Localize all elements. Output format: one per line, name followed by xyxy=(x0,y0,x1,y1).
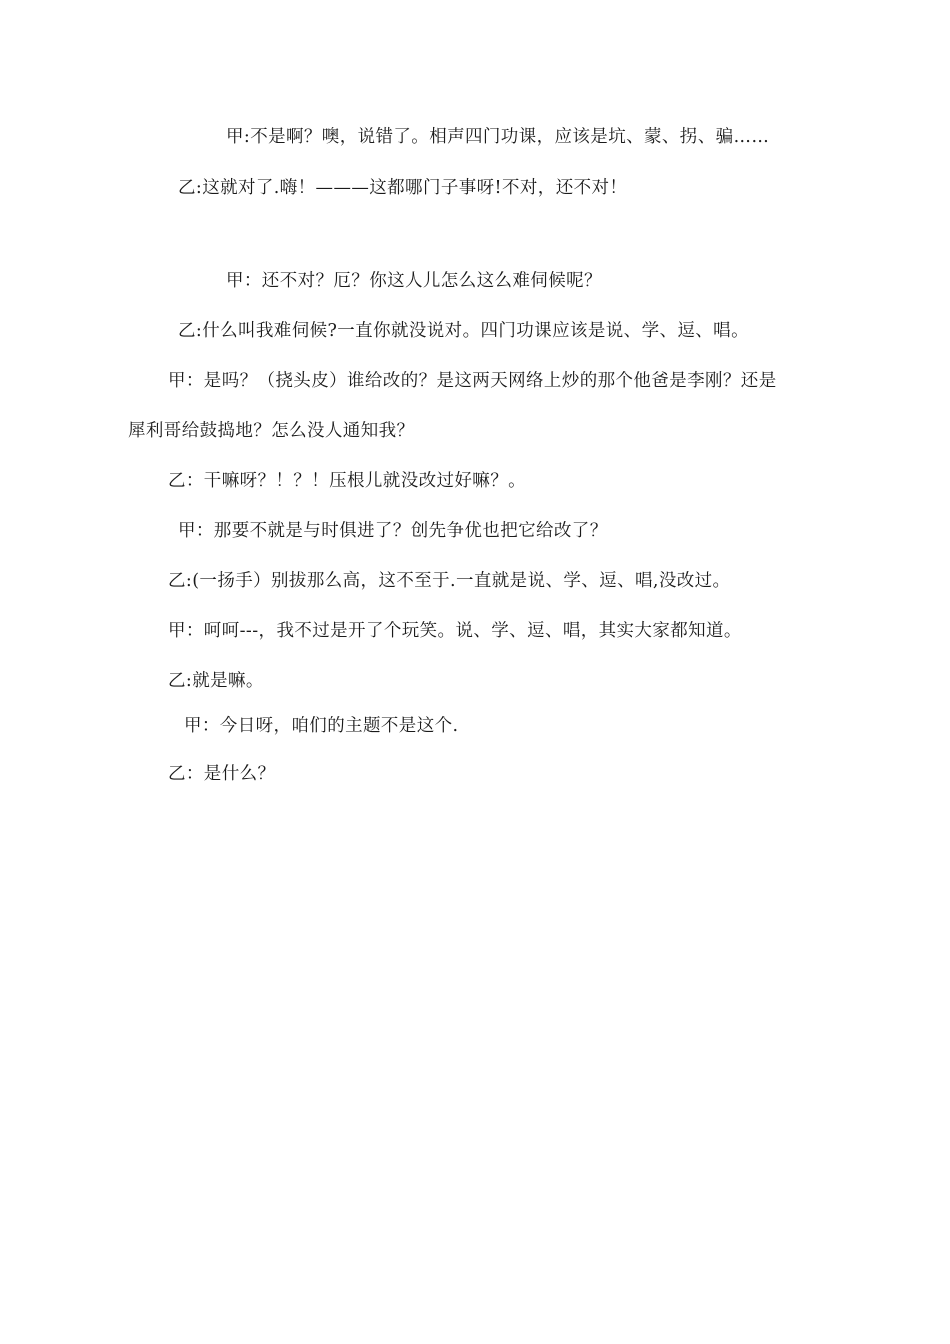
dialogue-line: 乙:这就对了.嗨！———这都哪门子事呀!不对，还不对！ xyxy=(178,178,628,198)
dialogue-line-continuation: 犀利哥给鼓捣地？怎么没人通知我？ xyxy=(128,421,415,441)
dialogue-line: 乙:(一扬手）别拔那么高，这不至于.一直就是说、学、逗、唱,没改过。 xyxy=(168,571,731,591)
dialogue-line: 甲：呵呵---，我不过是开了个玩笑。说、学、逗、唱，其实大家都知道。 xyxy=(168,621,742,641)
dialogue-line: 乙：是什么？ xyxy=(168,764,276,784)
dialogue-line: 乙:就是嘛。 xyxy=(168,671,264,691)
dialogue-line: 甲：今日呀，咱们的主题不是这个. xyxy=(184,716,459,736)
dialogue-line: 甲：是吗？（挠头皮）谁给改的？是这两天网络上炒的那个他爸是李刚？还是 xyxy=(168,371,777,391)
dialogue-line: 甲：还不对？厄？你这人儿怎么这么难伺候呢？ xyxy=(226,271,602,291)
dialogue-line: 甲：那要不就是与时俱进了？创先争优也把它给改了？ xyxy=(178,521,608,541)
dialogue-line: 乙:什么叫我难伺候?一直你就没说对。四门功课应该是说、学、逗、唱。 xyxy=(178,321,749,341)
dialogue-line: 甲:不是啊？噢，说错了。相声四门功课，应该是坑、蒙、拐、骗…… xyxy=(226,127,770,147)
dialogue-line: 乙：干嘛呀？！？！压根儿就没改过好嘛？。 xyxy=(168,471,526,491)
